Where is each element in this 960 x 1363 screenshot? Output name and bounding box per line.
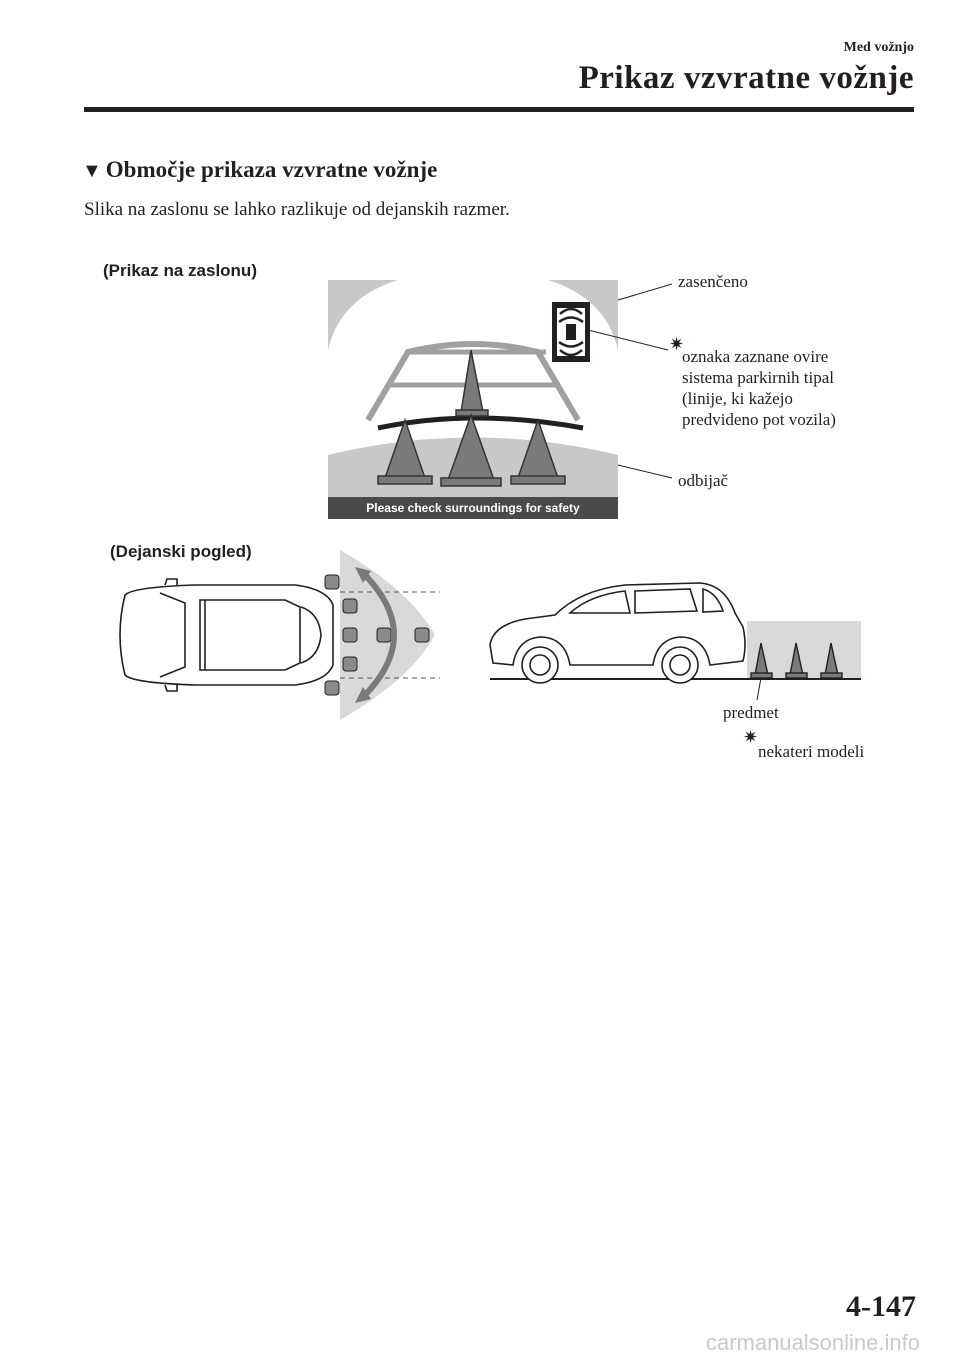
screen-view-caption: (Prikaz na zaslonu) [103,261,257,280]
callout-shaded: zasenčeno [678,272,748,291]
leader-shaded [618,284,672,300]
page-title: Prikaz vzvratne vožnje [578,60,914,96]
intro-text: Slika na zaslonu se lahko razlikuje od dejanskih razmer. [84,199,510,220]
watermark: carmanualsonline.info [705,1330,920,1355]
callout-bumper: odbijač [678,471,729,490]
callout-marker-line-1: oznaka zaznane ovire [682,347,829,366]
car-body-side [490,583,745,683]
triangle-bullet-icon: ▼ [82,160,102,182]
footnote-some-models: nekateri modeli [758,742,865,761]
chapter-label: Med vožnjo [843,40,914,55]
screen-safety-message: Please check surroundings for safety [328,497,618,519]
section-heading-text: Območje prikaza vzvratne vožnje [105,157,438,182]
callout-marker-line-3: (linije, ki kažejo [682,389,793,408]
leader-bumper [618,465,672,478]
car-body-top [120,579,333,691]
footnote-star-icon-2: ✷ [743,727,759,747]
callout-object: predmet [723,703,779,722]
page-number: 4-147 [846,1290,916,1323]
leader-marker [588,330,668,350]
footnote-star-icon: ✷ [669,334,685,354]
car-side-view-illustration [485,575,865,685]
callout-obstacle-marker [682,346,836,430]
actual-view-caption: (Dejanski pogled) [110,542,252,561]
callout-marker-line-2: sistema parkirnih tipal [682,368,835,387]
car-top-view-illustration [105,545,450,725]
callout-marker-line-4: predvideno pot vozila) [682,410,836,429]
